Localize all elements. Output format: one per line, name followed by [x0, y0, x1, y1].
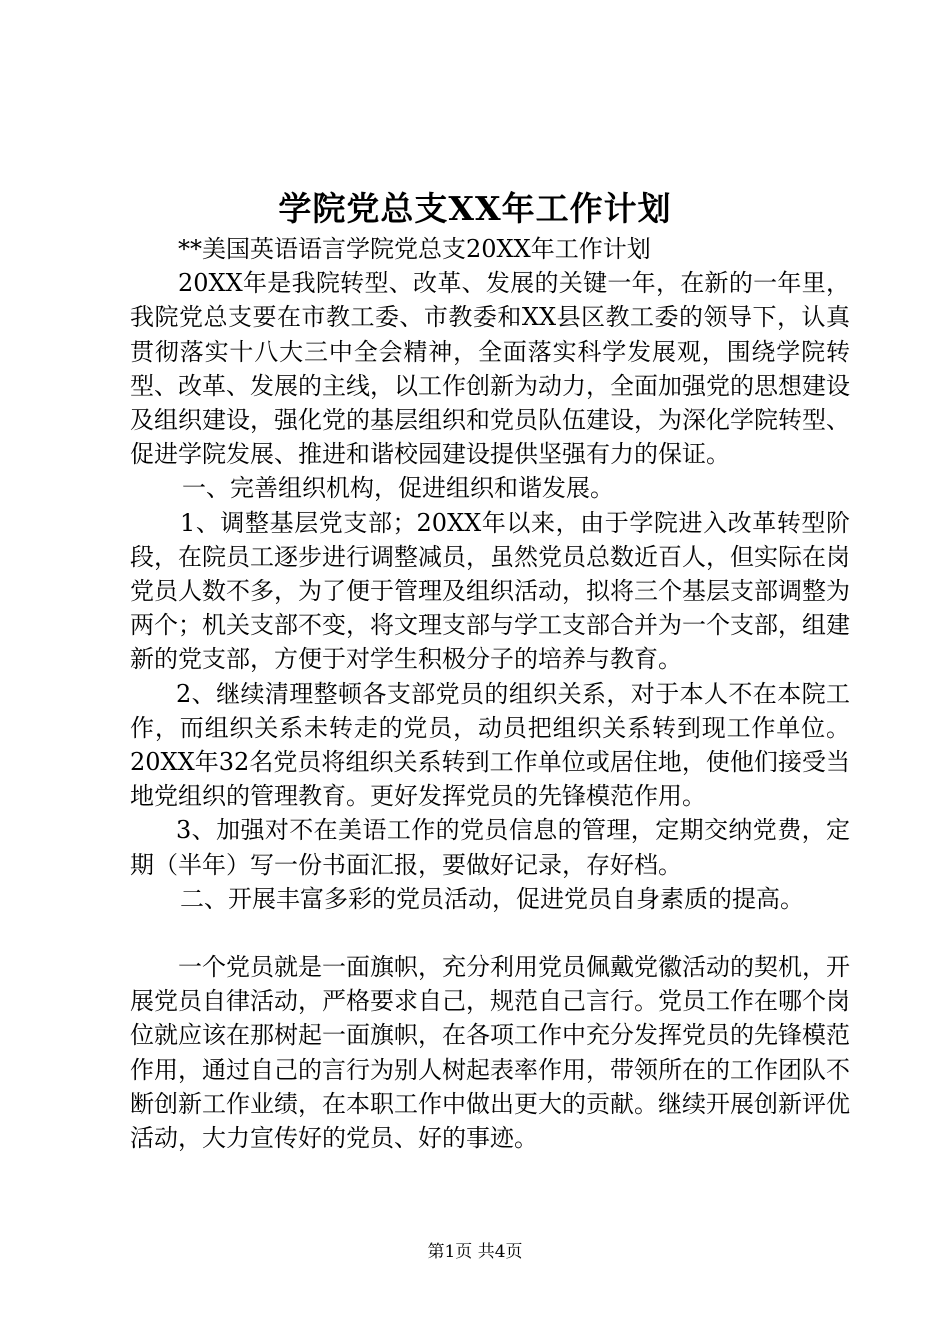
paragraph-intro: 20XX年是我院转型、改革、发展的关键一年，在新的一年里，我院党总支要在市教工委、市教委和XX县区教工委的领导下，认真贯彻落实十八大三中全会精神，全面落实科学发展观，围绕学院转型、改革、发展的主线，以工作创新为动力，全面加强党的思想建设及组织建设，强化党的基层组织和党员队伍建设，为深化学院转型、促进学院发展、推进和谐校园建设提供坚强有力的保证。 [130, 269, 850, 469]
paragraph-gap [130, 916, 850, 950]
section-heading-2: 二、开展丰富多彩的党员活动，促进党员自身素质的提高。 [180, 884, 804, 913]
document-body [130, 232, 850, 1155]
paragraph-item-3: 3、加强对不在美语工作的党员信息的管理，定期交纳党费，定期（半年）写一份书面汇报，要做好记录，存好档。 [130, 816, 850, 879]
paragraph-subtitle: **美国英语语言学院党总支20XX年工作计划 [178, 235, 651, 263]
paragraph-activities: 一个党员就是一面旗帜，充分利用党员佩戴党徽活动的契机，开展党员自律活动，严格要求自己，规范自己言行。党员工作在哪个岗位就应该在那树起一面旗帜，在各项工作中充分发挥党员的先锋模范作用，通过自己的言行为别人树起表率作用，带领所在的工作团队不断创新工作业绩，在本职工作中做出更大的贡献。继续开展创新评优活动，大力宣传好的党员、好的事迹。 [130, 953, 850, 1153]
page-footer: 第1页 共4页 [427, 1242, 523, 1262]
document-title: 学院党总支XX年工作计划 [278, 189, 672, 228]
paragraph-item-2: 2、继续清理整顿各支部党员的组织关系，对于本人不在本院工作，而组织关系未转走的党员，动员把组织关系转到现工作单位。20XX年32名党员将组织关系转到工作单位或居住地，使他们接受当地党组织的管理教育。更好发挥党员的先锋模范作用。 [130, 679, 850, 811]
paragraph-item-1: 1、调整基层党支部；20XX年以来，由于学院进入改革转型阶段，在院员工逐步进行调整减员，虽然党员总数近百人，但实际在岗党员人数不多，为了便于管理及组织活动，拟将三个基层支部调整为两个；机关支部不变，将文理支部与学工支部合并为一个支部，组建新的党支部，方便于对学生积极分子的培养与教育。 [130, 508, 850, 674]
section-heading-1: 一、完善组织机构，促进组织和谐发展。 [182, 474, 614, 503]
